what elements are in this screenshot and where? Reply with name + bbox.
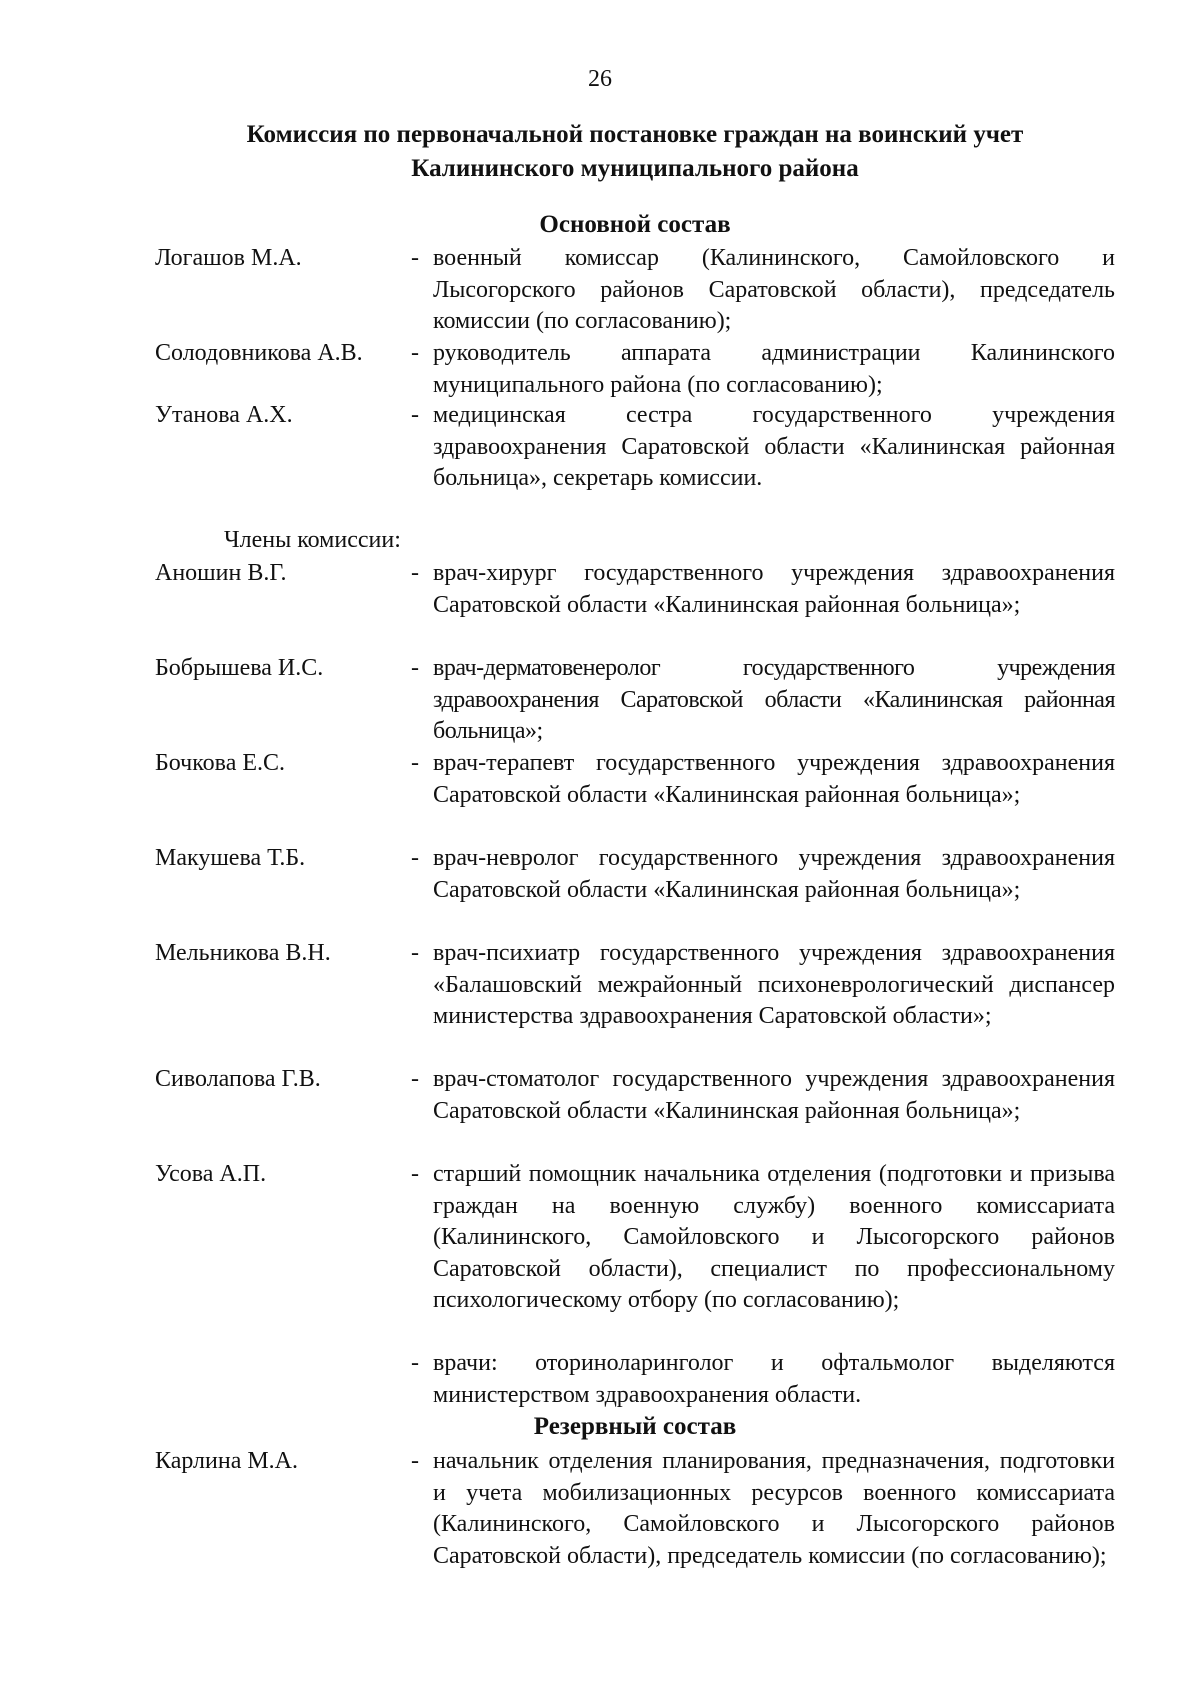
entry-role: врач-терапевт государственного учреждения здравоохранения Саратовской области «Калининская районная больница»; bbox=[433, 750, 1115, 808]
entry-dash: - bbox=[411, 1448, 419, 1474]
entry-dash: - bbox=[411, 402, 419, 428]
entry-dash: - bbox=[411, 245, 419, 271]
entry-name: Бобрышева И.С. bbox=[155, 655, 324, 681]
entry-role: начальник отделения планирования, предназначения, подготовки и учета мобилизационных ресурсов военного комиссариата (Калининского, Самойловского и Лысогорского районов Саратовской области), председатель комиссии (по согласованию); bbox=[433, 1448, 1115, 1569]
entry-dash: - bbox=[411, 845, 419, 871]
entry-dash: - bbox=[411, 940, 419, 966]
entry-name: Усова А.П. bbox=[155, 1161, 267, 1187]
document-title-line-1: Комиссия по первоначальной постановке граждан на воинский учет bbox=[246, 121, 1024, 148]
entry-role: врач-хирург государственного учреждения здравоохранения Саратовской области «Калининская районная больница»; bbox=[433, 560, 1115, 618]
entry-dash: - bbox=[411, 1161, 419, 1187]
entry-dash: - bbox=[411, 1066, 419, 1092]
entry-dash: - bbox=[411, 560, 419, 586]
entry-name: Макушева Т.Б. bbox=[155, 845, 306, 871]
reserve-section-heading: Резервный состав bbox=[533, 1413, 737, 1440]
entry-role: врач-психиатр государственного учреждения здравоохранения «Балашовский межрайонный психоневрологический диспансер министерства здравоохранения Саратовской области»; bbox=[433, 940, 1115, 1029]
entry-name: Утанова А.Х. bbox=[155, 402, 293, 428]
page-number: 26 bbox=[588, 66, 612, 92]
entry-role: врач-стоматолог государственного учреждения здравоохранения Саратовской области «Калининская районная больница»; bbox=[433, 1066, 1115, 1124]
members-heading: Члены комиссии: bbox=[224, 527, 401, 553]
entry-role: врачи: оториноларинголог и офтальмолог выделяются министерством здравоохранения области. bbox=[433, 1350, 1115, 1408]
entry-role: врач-дерматовенеролог государственного учреждения здравоохранения Саратовской области «Калининская районная больница»; bbox=[433, 655, 1115, 744]
entry-role: старший помощник начальника отделения (подготовки и призыва граждан на военную службу) военного комиссариата (Калининского, Самойловского и Лысогорского районов Саратовской области), специалист по профессиональному психологическому отбору (по согласованию); bbox=[433, 1161, 1115, 1313]
entry-name: Сиволапова Г.В. bbox=[155, 1066, 321, 1092]
document-title-line-2: Калининского муниципального района bbox=[411, 155, 859, 182]
entry-dash: - bbox=[411, 1350, 419, 1376]
entry-dash: - bbox=[411, 750, 419, 776]
entry-dash: - bbox=[411, 340, 419, 366]
entry-role: руководитель аппарата администрации Калининского муниципального района (по согласованию); bbox=[433, 340, 1115, 398]
entry-name: Аношин В.Г. bbox=[155, 560, 287, 586]
entry-name: Бочкова Е.С. bbox=[155, 750, 286, 776]
entry-name: Карлина М.А. bbox=[155, 1448, 299, 1474]
entry-dash: - bbox=[411, 655, 419, 681]
document-title bbox=[0, 118, 1200, 186]
main-section-heading: Основной состав bbox=[539, 211, 731, 238]
entry-role: военный комиссар (Калининского, Самойловского и Лысогорского районов Саратовской области), председатель комиссии (по согласованию); bbox=[433, 245, 1115, 334]
entry-name: Мельникова В.Н. bbox=[155, 940, 331, 966]
entry-role: врач-невролог государственного учреждения здравоохранения Саратовской области «Калининская районная больница»; bbox=[433, 845, 1115, 903]
entry-name: Логашов М.А. bbox=[155, 245, 302, 271]
entry-name: Солодовникова А.В. bbox=[155, 340, 363, 366]
entry-role: медицинская сестра государственного учреждения здравоохранения Саратовской области «Калининская районная больница», секретарь комиссии. bbox=[433, 402, 1115, 491]
